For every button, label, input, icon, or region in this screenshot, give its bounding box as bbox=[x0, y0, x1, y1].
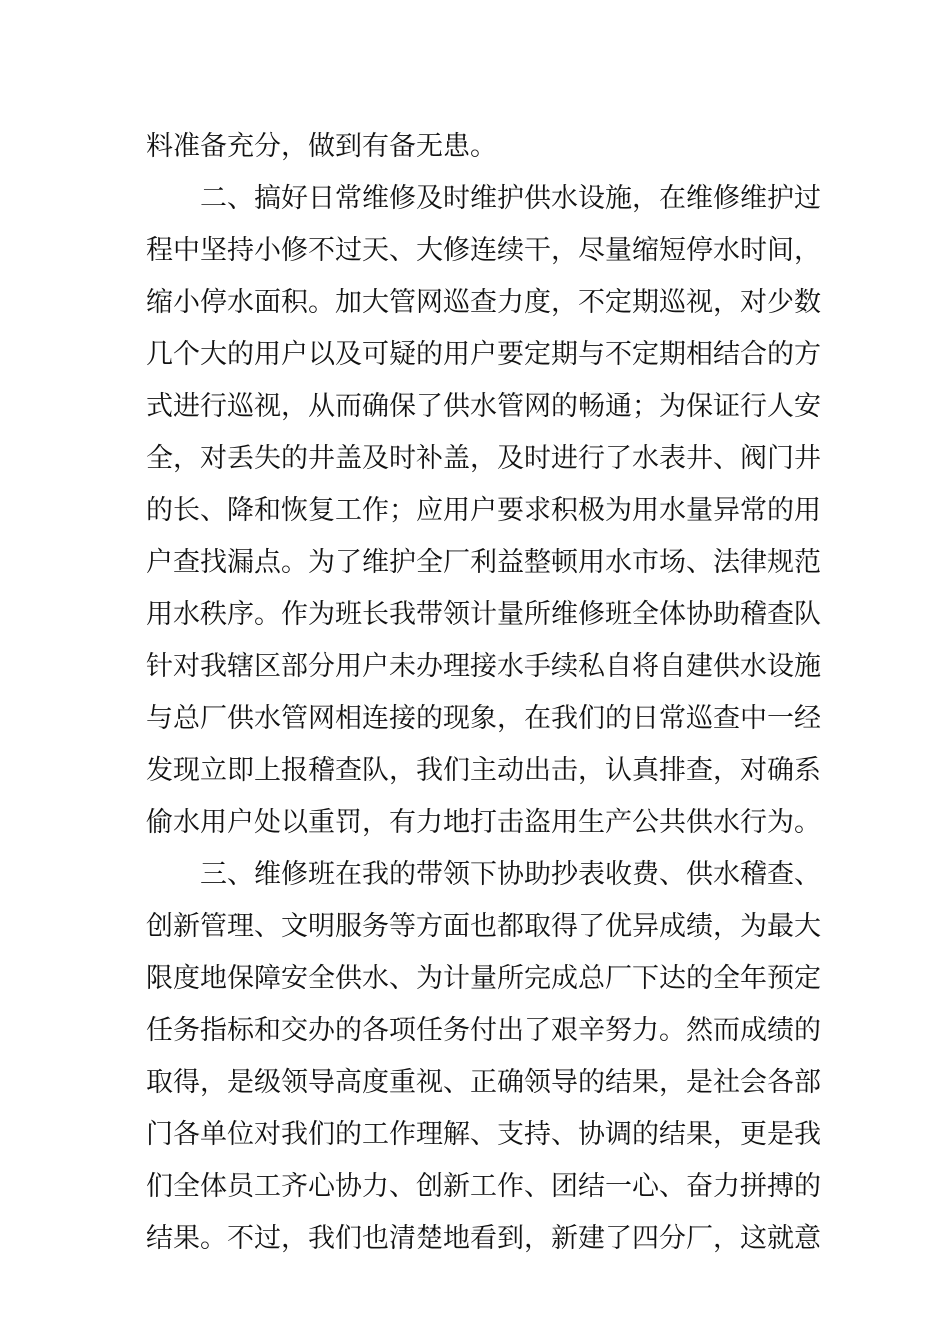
text-line-19: 取得，是级领导高度重视、正确领导的结果，是社会各部 bbox=[146, 1067, 821, 1098]
text-line-18: 任务指标和交办的各项任务付出了艰辛努力。然而成绩的 bbox=[146, 1015, 821, 1046]
text-line-7: 全，对丢失的井盖及时补盖，及时进行了水表井、阀门井 bbox=[146, 443, 821, 474]
text-line-11: 针对我辖区部分用户未办理接水手续私自将自建供水设施 bbox=[146, 651, 821, 682]
text-line-13: 发现立即上报稽查队，我们主动出击，认真排查，对确系 bbox=[146, 755, 821, 786]
text-line-15: 三、维修班在我的带领下协助抄表收费、供水稽查、 bbox=[200, 859, 821, 890]
text-line-6: 式进行巡视，从而确保了供水管网的畅通；为保证行人安 bbox=[146, 391, 821, 422]
text-line-2: 二、搞好日常维修及时维护供水设施，在维修维护过 bbox=[200, 183, 821, 214]
text-line-14: 偷水用户处以重罚，有力地打击盗用生产公共供水行为。 bbox=[146, 807, 821, 838]
text-line-5: 几个大的用户以及可疑的用户要定期与不定期相结合的方 bbox=[146, 339, 821, 370]
text-line-9: 户查找漏点。为了维护全厂利益整顿用水市场、法律规范 bbox=[146, 547, 821, 578]
text-line-17: 限度地保障安全供水、为计量所完成总厂下达的全年预定 bbox=[146, 963, 821, 994]
text-line-21: 们全体员工齐心协力、创新工作、团结一心、奋力拼搏的 bbox=[146, 1171, 821, 1202]
text-line-12: 与总厂供水管网相连接的现象，在我们的日常巡查中一经 bbox=[146, 703, 821, 734]
text-line-4: 缩小停水面积。加大管网巡查力度，不定期巡视，对少数 bbox=[146, 287, 821, 318]
text-line-10: 用水秩序。作为班长我带领计量所维修班全体协助稽查队 bbox=[146, 599, 821, 630]
text-line-22: 结果。不过，我们也清楚地看到，新建了四分厂，这就意 bbox=[146, 1223, 821, 1254]
text-line-3: 程中坚持小修不过天、大修连续干，尽量缩短停水时间， bbox=[146, 235, 821, 266]
text-line-8: 的长、降和恢复工作；应用户要求积极为用水量异常的用 bbox=[146, 495, 821, 526]
text-line-1: 料准备充分，做到有备无患。 bbox=[146, 131, 497, 162]
text-line-16: 创新管理、文明服务等方面也都取得了优异成绩，为最大 bbox=[146, 911, 821, 942]
text-line-20: 门各单位对我们的工作理解、支持、协调的结果，更是我 bbox=[146, 1119, 821, 1150]
